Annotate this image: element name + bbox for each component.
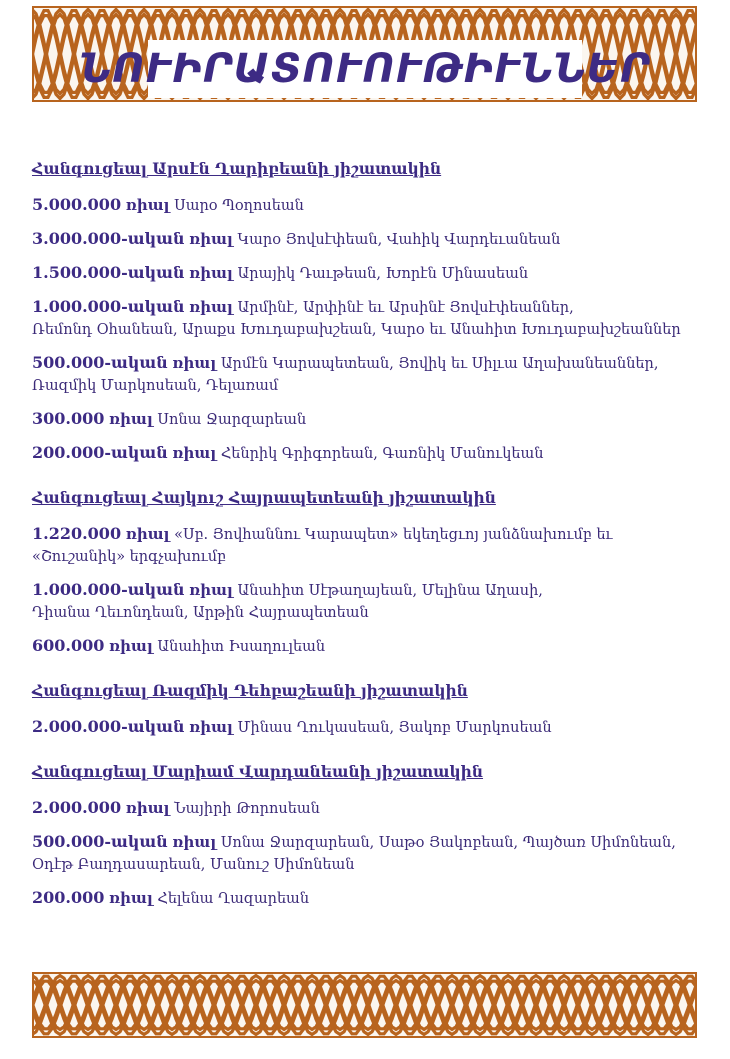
donor-names: Անահիտ Սէթաղայեան, Մելինա Աղասի, Դիանա Ղեւոնդեան, Արթին Հայրապետեան (32, 583, 543, 621)
currency-unit: ռիալ (125, 196, 170, 214)
donation-entry (32, 442, 697, 465)
donation-amount: 600.000 (32, 636, 105, 655)
donation-amount: 5.000.000 (32, 195, 122, 214)
donation-section (32, 680, 697, 739)
donation-entry (32, 262, 697, 285)
donation-entry (32, 408, 697, 431)
currency-unit: ռիալ (108, 889, 153, 907)
currency-unit: ռիալ (189, 230, 233, 248)
braid-ornament-icon (32, 972, 697, 1038)
donation-entry (32, 887, 697, 910)
donation-section (32, 761, 697, 910)
donor-names: Կարօ Յովսէփեան, Վահիկ Վարդեւանեան (237, 232, 561, 248)
donor-names: Հելենա Ղազարեան (157, 891, 310, 907)
title-box (79, 40, 651, 98)
donation-amount: 3.000.000-ական (32, 229, 185, 248)
currency-unit: ռիալ (189, 718, 233, 736)
donation-entry (32, 716, 697, 739)
donation-amount: 200.000-ական (32, 443, 168, 462)
section-title: Հանգուցեալ Ռազմիկ Դեհբաշեանի յիշատակին (32, 681, 468, 700)
donation-amount: 500.000-ական (32, 353, 168, 372)
donation-entry (32, 296, 697, 341)
currency-unit: ռիալ (108, 410, 153, 428)
donation-entry (32, 797, 697, 820)
donor-names: Արմինէ, Արփինէ եւ Արսինէ Յովսէփեաններ, Ռեմոնդ Օհանեան, Արաքս Խուդաբախշեան, Կարօ եւ Անահիտ Խուդաբախշեաններ (32, 300, 681, 338)
footer-ornament-band (32, 972, 697, 1038)
currency-unit: ռիալ (172, 833, 217, 851)
currency-unit: ռիալ (189, 298, 233, 316)
currency-unit: ռիալ (172, 354, 217, 372)
donation-section (32, 487, 697, 658)
donation-entry (32, 523, 697, 568)
donation-entry (32, 352, 697, 397)
donor-names: Սոնա Ջարզարեան, Սաթօ Յակոբեան, Պայծառ Սիմոնեան, Օդէթ Բաղդասարեան, Մանուշ Սիմոնեան (32, 835, 676, 873)
donation-amount: 500.000-ական (32, 832, 168, 851)
donor-names: Հենրիկ Գրիգորեան, Գառնիկ Մանուկեան (220, 446, 544, 462)
currency-unit: ռիալ (189, 264, 233, 282)
donor-names: Անահիտ Իսաղուլեան (157, 639, 326, 655)
section-title: Հանգուցեալ Հայկուշ Հայրապետեանի յիշատակին (32, 488, 496, 507)
donation-entry (32, 228, 697, 251)
donation-entry (32, 831, 697, 876)
donation-amount: 300.000 (32, 409, 105, 428)
currency-unit: ռիալ (172, 444, 217, 462)
currency-unit: ռիալ (125, 525, 170, 543)
currency-unit: ռիալ (125, 799, 170, 817)
donations-content (32, 158, 697, 932)
donor-names: Սոնա Ջարզարեան (157, 412, 307, 428)
currency-unit: ռիալ (189, 581, 233, 599)
donation-amount: 2.000.000-ական (32, 717, 185, 736)
page-title: ՆՈՒԻՐԱՏՈՒՈՒԹԻՒՆՆԵՐ (79, 46, 651, 92)
donation-amount: 1.000.000-ական (32, 580, 185, 599)
donation-amount: 1.500.000-ական (32, 263, 185, 282)
donor-names: «Սբ. Յովհաննու Կարապետ» եկեղեցւոյ յանձնախումբ եւ «Շուշանիկ» երգչախումբ (32, 527, 613, 565)
currency-unit: ռիալ (108, 637, 153, 655)
donor-names: Արմէն Կարապետեան, Յովիկ եւ Սիլւա Աղախանեաններ, Ռազմիկ Մարկոսեան, Դելառամ (32, 356, 659, 394)
donation-amount: 200.000 (32, 888, 105, 907)
donor-names: Սարօ Պօղոսեան (174, 198, 304, 214)
donation-entry (32, 579, 697, 624)
donor-names: Նայիրի Թորոսեան (174, 801, 320, 817)
donation-amount: 2.000.000 (32, 798, 122, 817)
donation-entry (32, 635, 697, 658)
section-title: Հանգուցեալ Մարիամ Վարդանեանի յիշատակին (32, 762, 484, 781)
section-title: Հանգուցեալ Արսէն Ղարիբեանի յիշատակին (32, 159, 442, 178)
donation-entry (32, 194, 697, 217)
donation-amount: 1.000.000-ական (32, 297, 185, 316)
donor-names: Արայիկ Դաւթեան, Խորէն Մինասեան (237, 266, 529, 282)
donation-amount: 1.220.000 (32, 524, 122, 543)
donor-names: Մինաս Ղուկասեան, Յակոբ Մարկոսեան (237, 720, 552, 736)
donation-section (32, 158, 697, 465)
